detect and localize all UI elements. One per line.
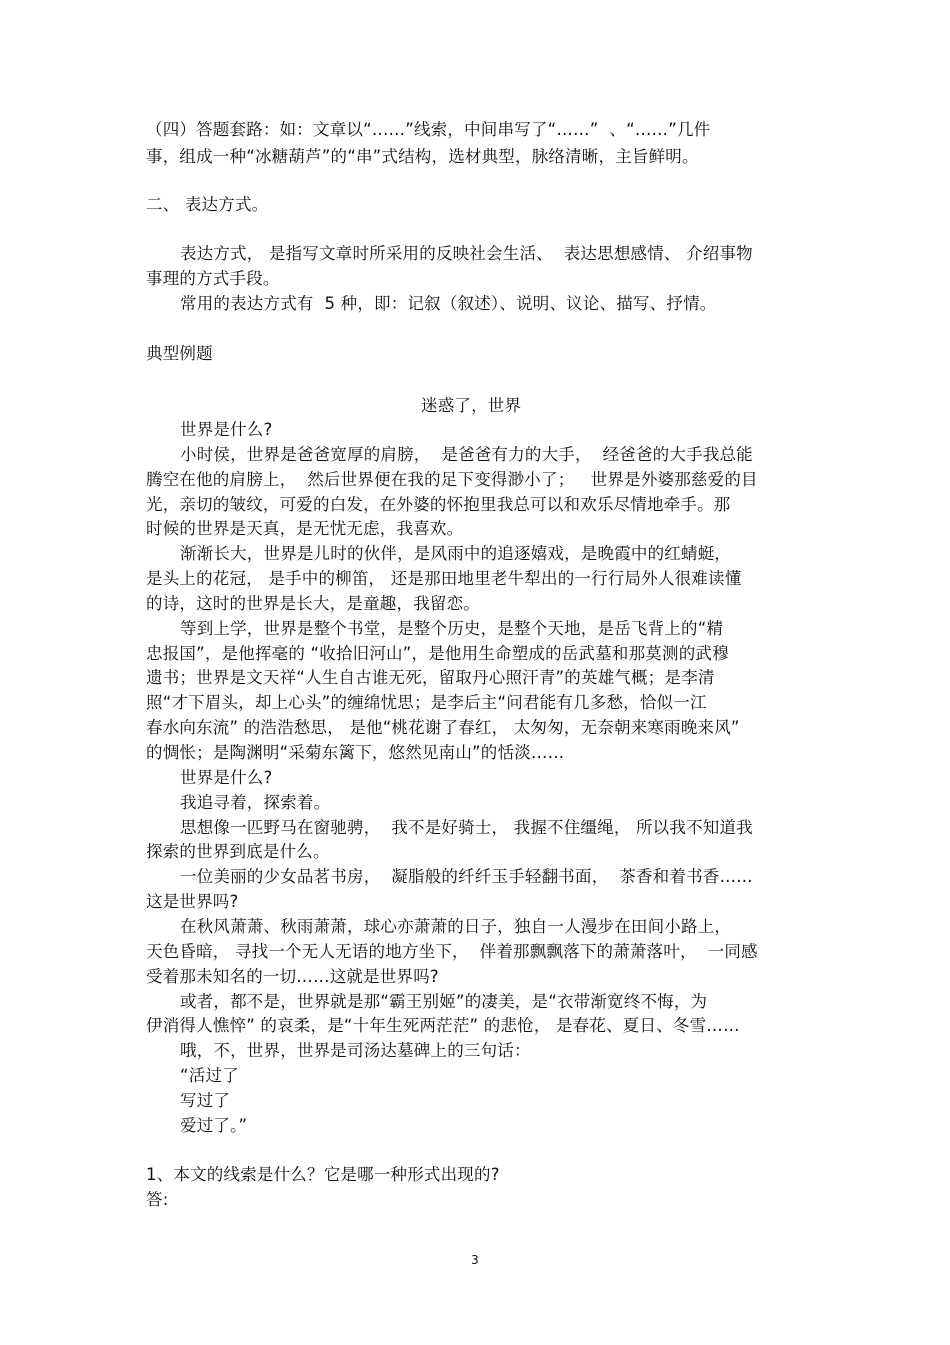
section-heading-expression: 二、 表达方式。 xyxy=(146,195,269,214)
article-line: 世界是什么? xyxy=(180,768,273,787)
article-line: 小时侯，世界是爸爸宽厚的肩膀， 是爸爸有力的大手， 经爸爸的大手我总能 xyxy=(180,445,753,464)
example-heading: 典型例题 xyxy=(146,344,213,363)
article-line: 照“才下眉头，却上心头”的缠绵忧思；是李后主“问君能有几多愁，恰似一江 xyxy=(146,693,707,712)
article-line: 爱过了。” xyxy=(180,1116,248,1135)
article-line: 这是世界吗? xyxy=(146,892,239,911)
answer-pattern-line-2: 事，组成一种“冰糖葫芦”的“串”式结构，选材典型，脉络清晰，主旨鲜明。 xyxy=(146,147,699,166)
article-line: 时候的世界是天真，是无忧无虑，我喜欢。 xyxy=(146,519,464,538)
article-line: 春水向东流” 的浩浩愁思， 是他“桃花谢了春红， 太匆匆，无奈朝来寒雨晚来风” xyxy=(146,718,740,737)
definition-line-3: 常用的表达方式有 5 种，即：记叙（叙述）、说明、议论、描写、抒情。 xyxy=(180,294,717,313)
article-line: 在秋风萧萧、秋雨萧萧，球心亦萧萧的日子，独自一人漫步在田间小路上， xyxy=(180,917,732,936)
article-line: 的诗，这时的世界是长大，是童趣，我留恋。 xyxy=(146,594,480,613)
article-line: 受着那未知名的一切……这就是世界吗? xyxy=(146,967,439,986)
article-line: 忠报国”，是他挥毫的 “收拾旧河山”，是他用生命塑成的岳武墓和那莫测的武穆 xyxy=(146,644,729,663)
question-1: 1、本文的线索是什么？它是哪一种形式出现的? xyxy=(146,1165,500,1184)
answer-label: 答: xyxy=(146,1190,169,1209)
article-line: 世界是什么? xyxy=(180,420,273,439)
article-line: 等到上学，世界是整个书堂，是整个历史，是整个天地，是岳飞背上的“精 xyxy=(180,619,724,638)
article-line: 思想像一匹野马在窗驰骋， 我不是好骑士， 我握不住缰绳， 所以我不知道我 xyxy=(180,818,753,837)
article-line: 是头上的花冠， 是手中的柳笛， 还是那田地里老牛犁出的一行行局外人很难读懂 xyxy=(146,569,742,588)
article-line: 腾空在他的肩膀上， 然后世界便在我的足下变得渺小了； 世界是外婆那慈爱的目 xyxy=(146,470,758,489)
article-line: 哦，不，世界，世界是司汤达墓碑上的三句话： xyxy=(180,1041,531,1060)
definition-line-2: 事理的方式手段。 xyxy=(146,269,280,288)
definition-line-1: 表达方式， 是指写文章时所采用的反映社会生活、 表达思想感情、 介绍事物 xyxy=(180,244,753,263)
article-line: 探索的世界到底是什么。 xyxy=(146,842,330,861)
page-number: 3 xyxy=(471,1253,479,1267)
article-title: 迷惑了，世界 xyxy=(421,396,522,415)
article-line: “活过了 xyxy=(180,1066,239,1085)
article-line: 光，亲切的皱纹，可爱的白发，在外婆的怀抱里我总可以和欢乐尽情地牵手。那 xyxy=(146,495,731,514)
article-line: 写过了 xyxy=(180,1091,231,1110)
article-line: 我追寻着，探索着。 xyxy=(180,793,331,812)
article-line: 渐渐长大，世界是儿时的伙伴，是风雨中的追逐嬉戏，是晚霞中的红蜻蜓， xyxy=(180,544,732,563)
article-line: 伊消得人憔悴” 的哀柔，是“十年生死两茫茫” 的悲怆， 是春花、夏日、冬雪…… xyxy=(146,1016,740,1035)
article-line: 的惆怅；是陶渊明“采菊东篱下，悠然见南山”的恬淡…… xyxy=(146,743,565,762)
article-line: 天色昏暗， 寻找一个无人无语的地方坐下， 伴着那飘飘落下的萧萧落叶， 一同感 xyxy=(146,942,758,961)
article-line: 或者，都不是，世界就是那“霸王别姬”的凄美，是“衣带渐宽终不悔，为 xyxy=(180,992,708,1011)
answer-pattern-line-1: （四）答题套路：如：文章以“……”线索，中间串写了“……” 、“……”几件 xyxy=(146,120,711,139)
article-line: 遗书；世界是文天祥“人生自古谁无死，留取丹心照汗青”的英雄气概；是李清 xyxy=(146,668,715,687)
article-line: 一位美丽的少女品茗书房， 凝脂般的纤纤玉手轻翻书面， 茶香和着书香…… xyxy=(180,867,753,886)
